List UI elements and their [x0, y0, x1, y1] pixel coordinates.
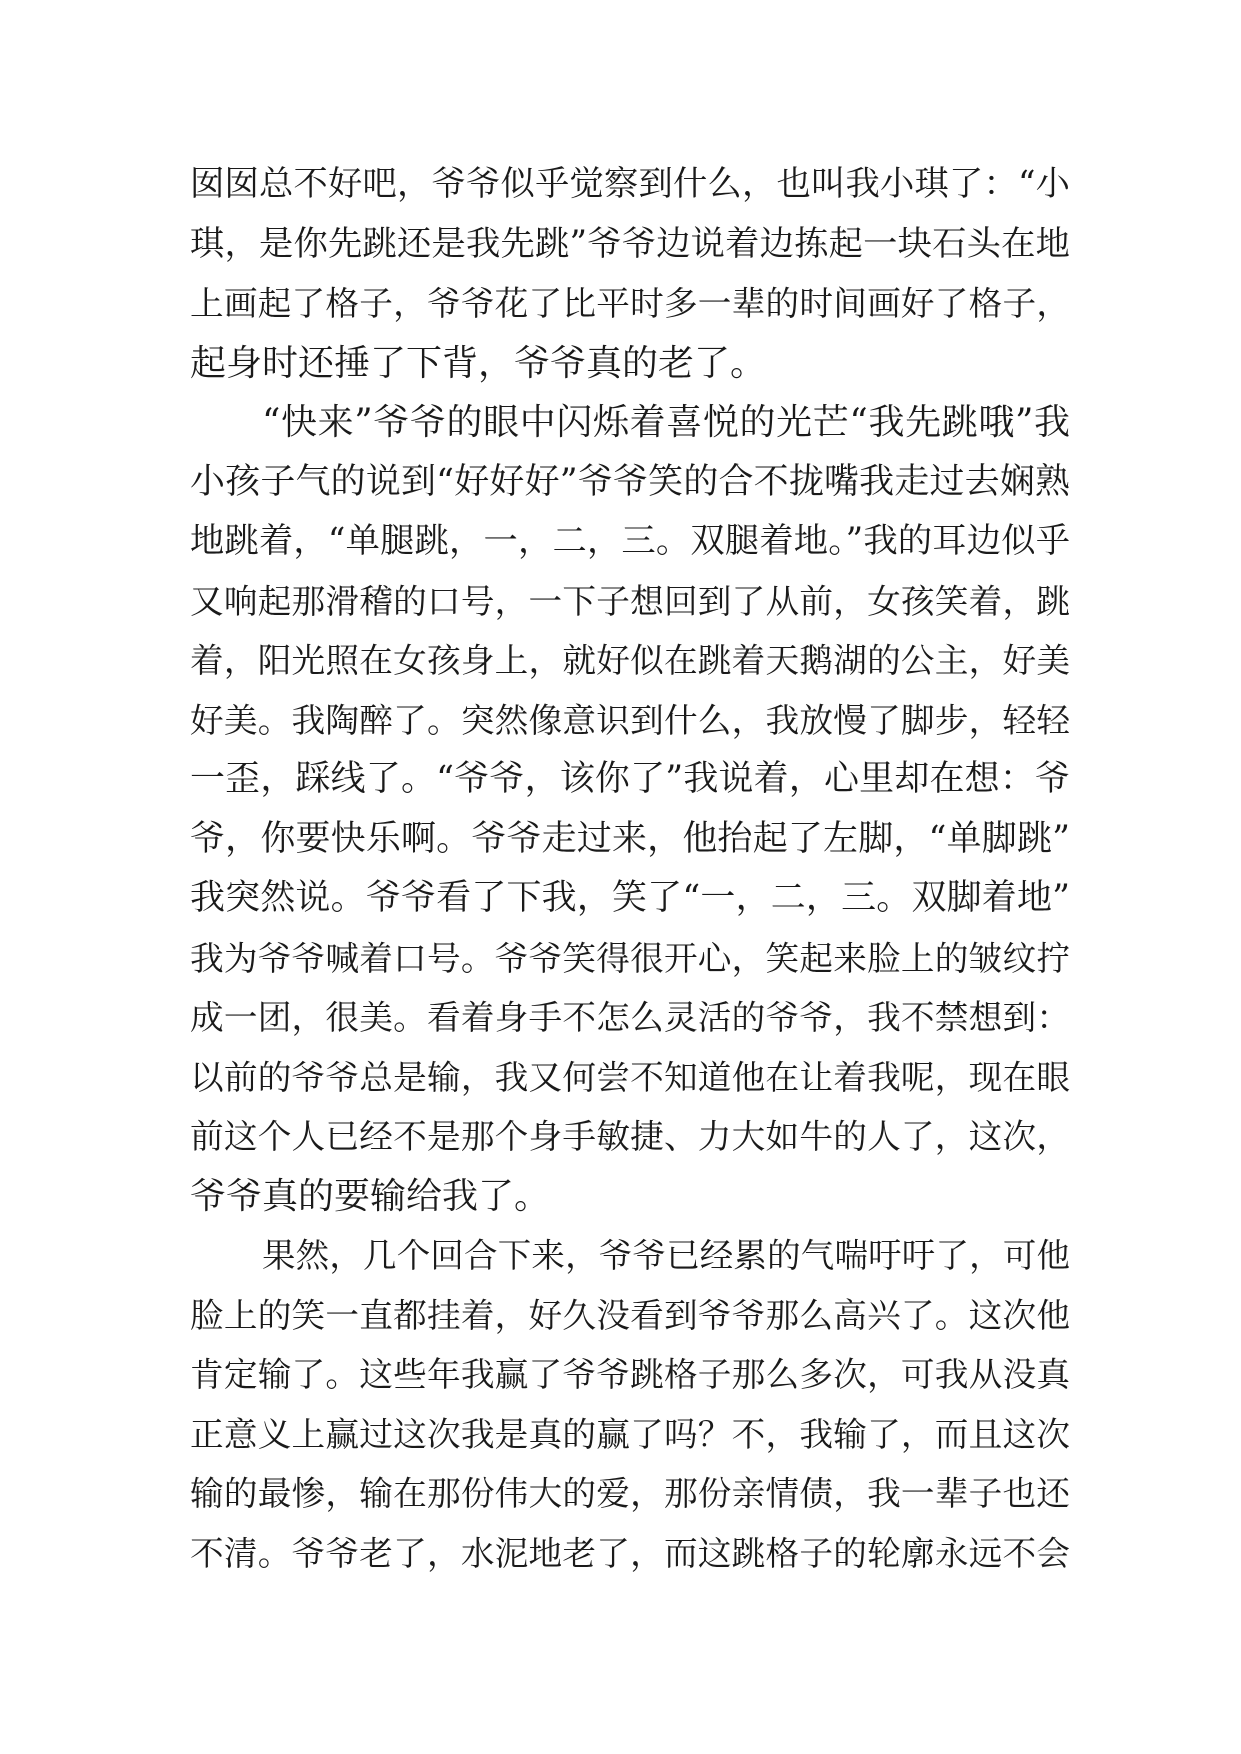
text-line: 爷爷真的要输给我了。	[190, 1175, 551, 1217]
text-line: 好美。我陶醉了。突然像意识到什么，我放慢了脚步，轻轻	[190, 700, 1070, 740]
text-line: 以前的爷爷总是输，我又何尝不知道他在让着我呢，现在眼	[190, 1057, 1070, 1097]
text-line: 果然，几个回合下来，爷爷已经累的气喘吁吁了，可他	[262, 1236, 1070, 1275]
text-line: 琪，是你先跳还是我先跳”爷爷边说着边拣起一块石头在地	[190, 223, 1070, 264]
text-line: 正意义上赢过这次我是真的赢了吗？不，我输了，而且这次	[190, 1414, 1070, 1454]
text-line: 又响起那滑稽的口号，一下子想回到了从前，女孩笑着，跳	[190, 581, 1070, 621]
text-line: 脸上的笑一直都挂着，好久没看到爷爷那么高兴了。这次他	[190, 1295, 1070, 1335]
text-line: 不清。爷爷老了，水泥地老了，而这跳格子的轮廓永远不会	[190, 1533, 1070, 1573]
text-line: 上画起了格子，爷爷花了比平时多一辈的时间画好了格子，	[190, 284, 1070, 323]
text-line: 起身时还捶了下背，爷爷真的老了。	[190, 342, 767, 384]
text-line: 前这个人已经不是那个身手敏捷、力大如牛的人了，这次，	[190, 1117, 1070, 1156]
text-line: 一歪，踩线了。“爷爷，该你了”我说着，心里却在想：爷	[190, 759, 1070, 799]
text-line: 肯定输了。这些年我赢了爷爷跳格子那么多次，可我从没真	[190, 1355, 1070, 1394]
text-line: 我突然说。爷爷看了下我，笑了“一，二，三。双脚着地”	[190, 878, 1070, 918]
text-line: 地跳着，“单腿跳，一，二，三。双腿着地。”我的耳边似乎	[190, 521, 1070, 561]
body-text	[190, 155, 1070, 1583]
text-line: 成一团，很美。看着身手不怎么灵活的爷爷，我不禁想到：	[190, 998, 1070, 1037]
text-line: 输的最惨，输在那份伟大的爱，那份亲情债，我一辈子也还	[190, 1474, 1070, 1513]
text-line: 爷，你要快乐啊。爷爷走过来，他抬起了左脚，“单脚跳”	[190, 818, 1070, 859]
text-line: 我为爷爷喊着口号。爷爷笑得很开心，笑起来脸上的皱纹拧	[190, 938, 1070, 978]
text-line: 小孩子气的说到“好好好”爷爷笑的合不拢嘴我走过去娴熟	[190, 461, 1070, 502]
text-line: 囡囡总不好吧，爷爷似乎觉察到什么，也叫我小琪了：“小	[190, 164, 1070, 204]
text-line: “快来”爷爷的眼中闪烁着喜悦的光芒“我先跳哦”我	[262, 402, 1070, 443]
text-line: 着，阳光照在女孩身上，就好似在跳着天鹅湖的公主，好美	[190, 641, 1070, 680]
